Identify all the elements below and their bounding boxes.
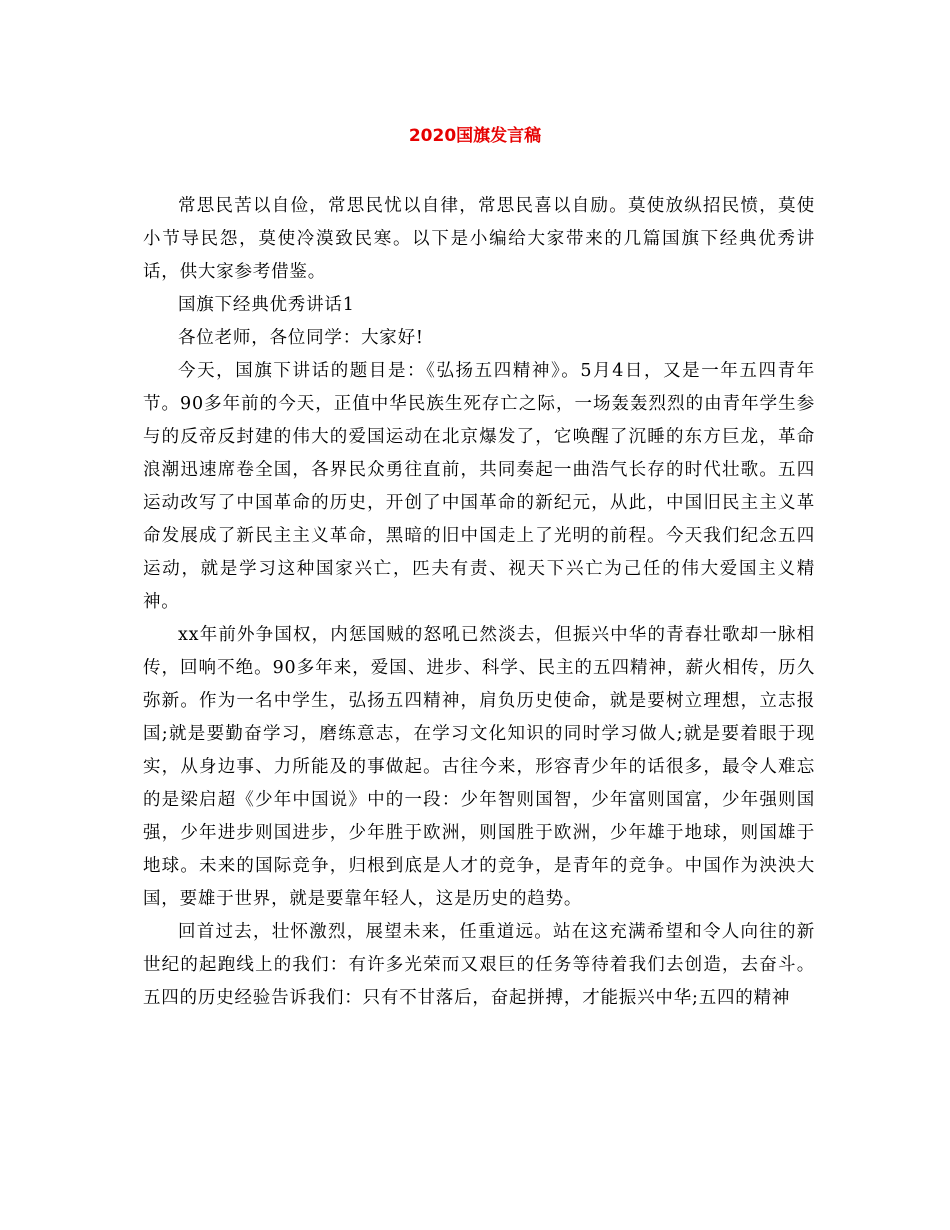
document-body (143, 190, 815, 1015)
paragraph-outlook: 回首过去，壮怀激烈，展望未来，任重道远。站在这充满希望和令人向往的新世纪的起跑线上的我们：有许多光荣而又艰巨的任务等待着我们去创造，去奋斗。五四的历史经验告诉我们：只有不甘落后，奋起拼搏，才能振兴中华;五四的精神 (143, 922, 815, 1008)
paragraph-spirit: xx年前外争国权，内惩国贼的怒吼已然淡去，但振兴中华的青春壮歌却一脉相传，回响不绝。90多年来，爱国、进步、科学、民主的五四精神，薪火相传，历久弥新。作为一名中学生，弘扬五四精神，肩负历史使命，就是要树立理想，立志报国;就是要勤奋学习，磨练意志，在学习文化知识的同时学习做人;就是要着眼于现实，从身边事、力所能及的事做起。古往今来，形容青少年的话很多，最令人难忘的是梁启超《少年中国说》中的一段：少年智则国智，少年富则国富，少年强则国强，少年进步则国进步，少年胜于欧洲，则国胜于欧洲，少年雄于地球，则国雄于地球。未来的国际竞争，归根到底是人才的竞争，是青年的竞争。中国作为泱泱大国，要雄于世界，就是要靠年轻人，这是历史的趋势。 (143, 625, 815, 909)
paragraph-section-heading: 国旗下经典优秀讲话1 (178, 295, 355, 315)
paragraph-intro: 常思民苦以自俭，常思民忧以自律，常思民喜以自励。莫使放纵招民愤，莫使小节导民怨，莫使冷漠致民寒。以下是小编给大家带来的几篇国旗下经典优秀讲话，供大家参考借鉴。 (143, 196, 815, 282)
paragraph-topic: 今天，国旗下讲话的题目是：《弘扬五四精神》。5月4日，又是一年五四青年节。90多年前的今天，正值中华民族生死存亡之际，一场轰轰烈烈的由青年学生参与的反帝反封建的伟大的爱国运动在北京爆发了，它唤醒了沉睡的东方巨龙，革命浪潮迅速席卷全国，各界民众勇往直前，共同奏起一曲浩气长存的时代壮歌。五四运动改写了中国革命的历史，开创了中国革命的新纪元，从此，中国旧民主主义革命发展成了新民主主义革命，黑暗的旧中国走上了光明的前程。今天我们纪念五四运动，就是学习这种国家兴亡，匹夫有责、视天下兴亡为己任的伟大爱国主义精神。 (143, 361, 815, 612)
document-title: 2020国旗发言稿 (408, 126, 542, 146)
paragraph-greeting: 各位老师，各位同学：大家好! (178, 328, 424, 348)
